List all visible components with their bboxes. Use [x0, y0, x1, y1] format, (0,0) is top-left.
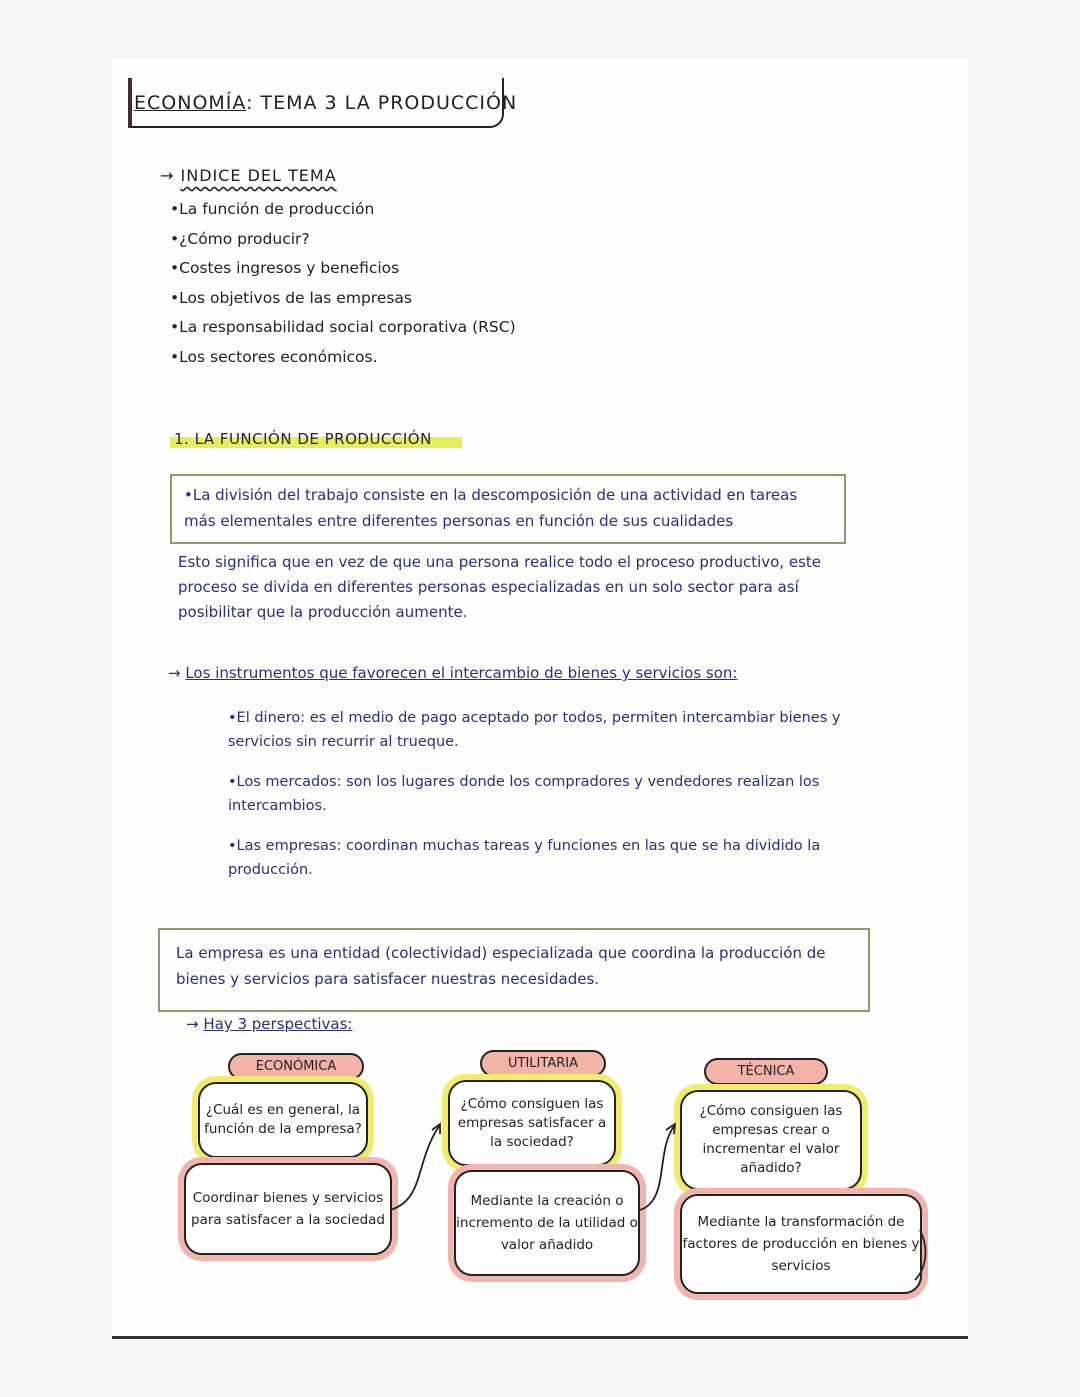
answer-text: Mediante la transformación de factores de producción en bienes y servicios — [682, 1214, 920, 1274]
curved-arrow-icon — [640, 1124, 675, 1210]
index-item: •Los sectores económicos. — [170, 347, 378, 366]
question-text: ¿Cuál es en general, la función de la empresa? — [204, 1102, 362, 1137]
answer-text: Mediante la creación o incremento de la utilidad o valor añadido — [456, 1193, 638, 1253]
instruments-heading-text: Los instrumentos que favorecen el intercambio de bienes y servicios son: — [185, 664, 738, 682]
index-item: •La responsabilidad social corporativa (RSC) — [170, 318, 516, 336]
company-definition: La empresa es una entidad (colectividad) especializada que coordina la producción de bienes y servicios para satisfacer nuestras necesidades. — [176, 944, 826, 988]
index-item: •Los objetivos de las empresas — [170, 288, 412, 307]
arrow-right-icon: → — [186, 1015, 204, 1033]
explanation-paragraph: Esto significa que en vez de que una persona realice todo el proceso productivo, este proceso se divida en diferentes personas especializadas en un solo sector para así posibilitar que la producción aumente. — [178, 553, 822, 621]
question-text: ¿Cómo consiguen las empresas satisfacer a la sociedad? — [457, 1095, 607, 1150]
index-item: •¿Cómo producir? — [170, 229, 310, 248]
index-item: •Costes ingresos y beneficios — [170, 259, 400, 277]
arrow-right-icon: → — [160, 166, 181, 185]
perspectives-heading-text: Hay 3 perspectivas: — [203, 1015, 353, 1033]
instrument-companies: •Las empresas: coordinan muchas tareas y funciones en las que se ha dividido la producción. — [228, 838, 821, 878]
title-subject: ECONOMÍA — [134, 92, 247, 114]
section-heading: 1. LA FUNCIÓN DE PRODUCCIÓN — [170, 428, 462, 450]
division-of-labor-definition: •La división del trabajo consiste en la descomposición de una actividad en tareas más elementales entre diferentes personas en función de sus cualidades — [184, 486, 798, 530]
perspective-label-economica: ECONÓMICA — [228, 1053, 364, 1080]
arrow-right-icon: → — [168, 664, 186, 682]
perspective-label-tecnica: TÉCNICA — [704, 1058, 828, 1085]
index-heading-text: INDICE DEL TEMA — [180, 166, 337, 185]
question-text: ¿Cómo consiguen las empresas crear o incrementar el valor añadido? — [699, 1103, 843, 1176]
instrument-markets: •Los mercados: son los lugares donde los compradores y vendedores realizan los intercambios. — [228, 774, 820, 814]
index-item: •La función de producción — [170, 200, 375, 218]
curved-arrow-icon — [915, 1230, 925, 1280]
answer-text: Coordinar bienes y servicios para satisfacer a la sociedad — [191, 1190, 385, 1228]
curved-arrow-icon — [390, 1124, 440, 1210]
perspective-label-utilitaria: UTILITARIA — [480, 1050, 606, 1077]
title-separator: : — [246, 92, 254, 114]
title-topic: TEMA 3 LA PRODUCCIÓN — [260, 92, 518, 114]
instrument-money: •El dinero: es el medio de pago aceptado por todos, permiten intercambiar bienes y servicios sin recurrir al trueque. — [228, 710, 841, 750]
